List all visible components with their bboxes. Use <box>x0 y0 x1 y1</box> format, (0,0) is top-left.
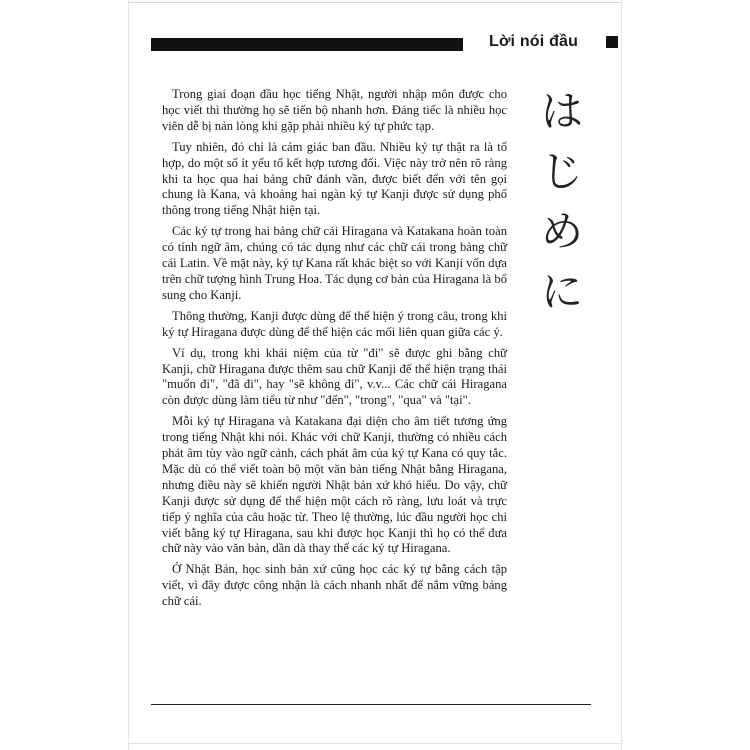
page-bottom-edge <box>129 743 621 744</box>
header-square-marker <box>606 36 618 48</box>
japanese-char: に <box>540 267 583 316</box>
paragraph: Tuy nhiên, đó chỉ là cảm giác ban đầu. Nhiều ký tự thật ra là tổ hợp, do một số ít yếu tố kết hợp tương đối. Việc này trở nên rõ ràng khi ta học qua hai bảng chữ đánh vần, được biết đến với tên gọi chung là Kana, và khoảng hai ngàn ký tự Kanji được sử dụng phổ thông trong tiếng Nhật hiện tại. <box>162 139 507 218</box>
header-bar <box>151 38 463 51</box>
paragraph: Các ký tự trong hai bảng chữ cái Hiragana và Katakana hoàn toàn có tính ngữ âm, chúng có tác dụng như các chữ cái trong bảng chữ cái Latin. Về mặt này, ký tự Kana rất khác biệt so với Kanji vốn dựa trên chữ tượng hình Trung Hoa. Tác dụng cơ bản của Hiragana là bổ sung cho Kanji. <box>162 224 507 302</box>
body-text <box>162 87 507 615</box>
chapter-title: Lời nói đầu <box>489 33 579 50</box>
vertical-japanese-title <box>536 82 588 322</box>
paragraph: Ví dụ, trong khi khái niệm của từ "đi" sẽ được ghi bằng chữ Kanji, chữ Hiragana được thêm sau chữ Kanji để thể hiện trạng thái "muốn đi", "đã đi", hay "sẽ không đi", v.v... Các chữ cái Hiragana còn được dùng làm tiểu từ như "đến", "trong", "qua" và "tại". <box>162 345 507 408</box>
paragraph: Ở Nhật Bản, học sinh bản xứ cũng học các ký tự bằng cách tập viết, vì đây được công nhận là cách nhanh nhất để nắm vững bảng chữ cái. <box>162 562 507 609</box>
japanese-char: め <box>540 207 583 256</box>
japanese-char: じ <box>540 147 583 196</box>
paragraph: Thông thường, Kanji được dùng để thể hiện ý trong câu, trong khi ký tự Hiragana được dùng để thể hiện các mối liên quan giữa các ý. <box>162 308 507 339</box>
paragraph: Mỗi ký tự Hiragana và Katakana đại diện cho âm tiết tương ứng trong tiếng Nhật khi nói. Khác với chữ Kanji, thường có nhiều cách phát âm tùy vào ngữ cảnh, cách phát âm của ký tự Kana có quy tắc. Mặc dù có thể viết toàn bộ một văn bản tiếng Nhật bằng Hiragana, nhưng điều này sẽ khiến người Nhật bản xứ khó hiểu. Do vậy, chữ Kanji được sử dụng để thể hiện một cách rõ ràng, lưu loát và trực tiếp ý nghĩa của câu hoặc từ. Theo lệ thường, lúc đầu người học chỉ viết bằng ký tự Hiragana, sau khi được học Kanji thì họ có thể đưa chữ này vào văn bản, dần dà thay thế các ký tự Hiragana. <box>162 414 507 556</box>
book-page <box>128 0 622 750</box>
page-top-rule <box>129 2 621 3</box>
footer-rule <box>151 704 591 705</box>
paragraph: Trong giai đoạn đầu học tiếng Nhật, người nhập môn được cho học viết thì thường họ sẽ tiến bộ nhanh hơn. Đáng tiếc là nhiều học viên dễ bị nản lòng khi gặp phải nhiều ký tự phức tạp. <box>162 87 507 133</box>
japanese-char: は <box>540 87 583 136</box>
